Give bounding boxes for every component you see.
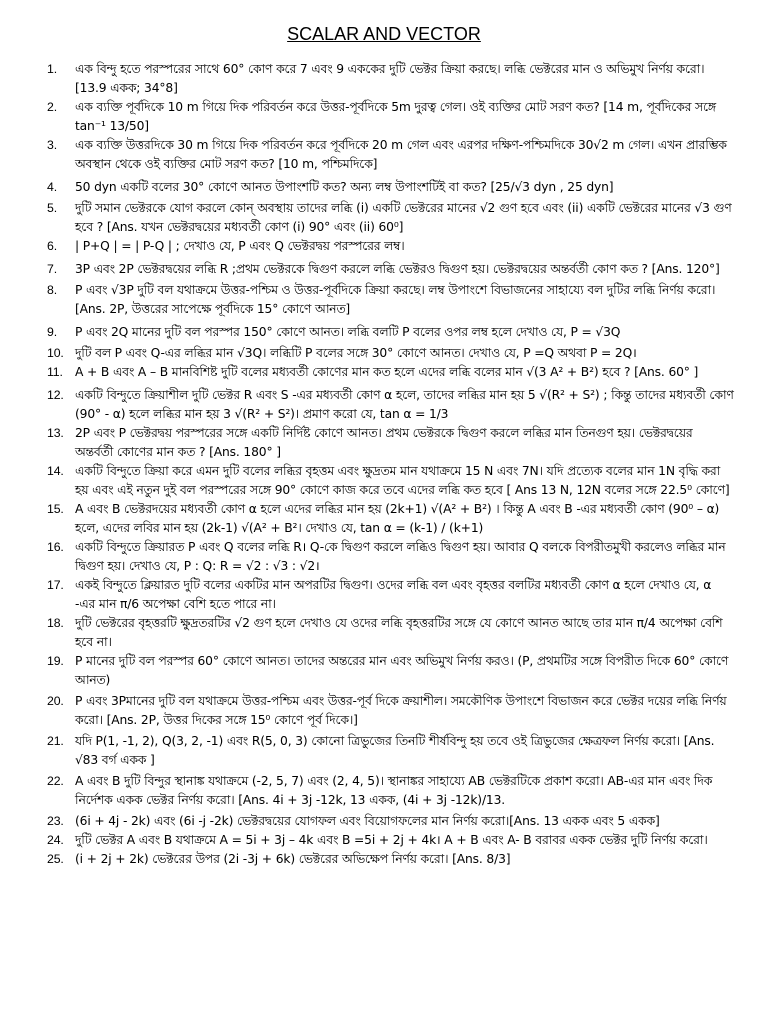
- question-item: [0, 237, 768, 256]
- question-item: [0, 199, 768, 237]
- question-item: [0, 344, 768, 363]
- question-item: [0, 812, 768, 831]
- question-item: [0, 831, 768, 850]
- question-number: 11.: [47, 365, 63, 379]
- question-number: 19.: [47, 654, 64, 668]
- question-item: [0, 462, 768, 500]
- question-item: [0, 652, 768, 690]
- question-number: 14.: [47, 464, 64, 478]
- question-text: P এবং √3P দুটি বল যথাক্রমে উত্তর-পশ্চিম ও উত্তর-পূর্বদিকে ক্রিয়া করছে। লম্ব উপাংশে বিভাজনের সাহায্যে বল দুটির লব্ধি নির্ণয় করো। [Ans. 2P, উত্তরের সাপেক্ষে পূর্বদিকে 15° কোণে আনত]: [75, 283, 716, 316]
- question-text: একটি বিন্দুতে ক্রিয়ারত P এবং Q বলের লব্ধি R। Q-কে দ্বিগুণ করলে লব্ধিও দ্বিগুণ হয়। আবার Q বলকে বিপরীতমুখী করলেও লব্ধির মান দ্বিগুণ হয়। দেখাও যে, P : Q: R = √2 : √3 : √2।: [75, 540, 726, 573]
- question-list: [0, 60, 768, 871]
- question-number: 7.: [47, 262, 57, 276]
- question-text: P এবং 2Q মানের দুটি বল পরস্পর 150° কোণে আনত। লব্ধি বলটি P বলের ওপর লম্ব হলে দেখাও যে, P = √3Q: [75, 325, 621, 339]
- question-item: [0, 281, 768, 319]
- question-item: [0, 323, 768, 342]
- question-number: 2.: [47, 100, 57, 114]
- question-number: 23.: [47, 814, 64, 828]
- question-number: 3.: [47, 138, 57, 152]
- page-title: SCALAR AND VECTOR: [287, 24, 481, 44]
- question-text: A + B এবং A – B মানবিশিষ্ট দুটি বলের মধ্যবর্তী কোণের মান কত হলে এদের লব্ধি বলের মান √(3 A² + B²) হবে ? [Ans. 60° ]: [75, 365, 699, 379]
- question-item: [0, 576, 768, 614]
- question-item: [0, 500, 768, 538]
- question-number: 6.: [47, 239, 57, 253]
- question-text: এক ব্যক্তি পূর্বদিকে 10 m গিয়ে দিক পরিবর্তন করে উত্তর-পূর্বদিকে 5m দুরত্ব গেল। ওই ব্যক্তির মোট সরণ কত? [14 m, পূর্বদিকের সঙ্গে tan⁻¹ 13/50]: [75, 100, 716, 133]
- question-text: 3P এবং 2P ভেক্টরদ্বয়ের লব্ধি R ;প্রথম ভেক্টরকে দ্বিগুণ করলে লব্ধি ভেক্টরও দ্বিগুণ হয়। ভেক্টরদ্বয়ের অন্তর্বর্তী কোণ কত ? [Ans. 120°]: [75, 262, 720, 276]
- question-text: A এবং B দুটি বিন্দুর স্থানাঙ্ক যথাক্রমে (-2, 5, 7) এবং (2, 4, 5)। স্থানাঙ্কর সাহায্যে AB ভেক্টরটিকে প্রকাশ করো। AB-এর মান এবং দিক নির্দেশক একক ভেক্টর নির্ণয় করো। [Ans. 4i + 3j -12k, 13 একক, (4i + 3j -12k)/13.: [75, 774, 713, 807]
- question-number: 24.: [47, 833, 64, 847]
- question-text: 50 dyn একটি বলের 30° কোণে আনত উপাংশটি কত? অন্য লম্ব উপাংশটিই বা কত? [25/√3 dyn , 25 dyn]: [75, 180, 614, 194]
- question-item: [0, 424, 768, 462]
- question-text: P এবং 3Pমানের দুটি বল যথাক্রমে উত্তর-পশ্চিম এবং উত্তর-পূর্ব দিকে ক্রয়াশীল। সমকৌণিক উপাংশে বিভাজন করে ভেক্টর দয়ের লব্ধি নির্ণয় করো। [Ans. 2P, উত্তর দিকের সঙ্গে 15⁰ কোণে পূর্ব দিকে।]: [75, 694, 727, 727]
- question-item: [0, 386, 768, 424]
- question-number: 20.: [47, 694, 64, 708]
- question-text: 2P এবং P ভেক্টরদ্বয় পরস্পরের সঙ্গে একটি নির্দিষ্ট কোণে আনত। প্রথম ভেক্টরকে দ্বিগুণ করলে লব্ধির মান তিনগুণ হয়। ভেক্টরদ্বয়ের অন্তর্বর্তী কোণের মান কত ? [Ans. 180° ]: [75, 426, 693, 459]
- question-item: [0, 772, 768, 810]
- question-number: 18.: [47, 616, 64, 630]
- question-item: [0, 692, 768, 730]
- question-text: যদি P(1, -1, 2), Q(3, 2, -1) এবং R(5, 0, 3) কোনো ত্রিভুজের তিনটি শীর্ষবিন্দু হয় তবে ওই ত্রিভুজের ক্ষেত্রফল নির্ণয় করো। [Ans. √83 বর্গ একক ]: [75, 734, 715, 767]
- question-text: একটি বিন্দুতে ক্রিয়াশীল দুটি ভেক্টর R এবং S -এর মধ্যবর্তী কোণ α হলে, তাদের লব্ধির মান হয় 5 √(R² + S²) ; কিন্তু তাদের মধ্যবর্তী কোণ (90° - α) হলে লব্ধির মান হয় 3 √(R² + S²)। প্রমাণ করো যে, tan α = 1/3: [75, 388, 734, 421]
- question-number: 8.: [47, 283, 57, 297]
- question-text: একটি বিন্দুতে ক্রিয়া করে এমন দুটি বলের লব্ধির বৃহত্তম এবং ক্ষুদ্রতম মান যথাক্রমে 15 N এবং 7N। যদি প্রত্যেক বলের মান 1N বৃদ্ধি করা হয় এবং এই নতুন দুই বল পরস্পরের সঙ্গে 90° কোণে কাজ করে তবে এদের লব্ধি কত হবে [ Ans 13 N, 12N বলের সঙ্গে 22.5⁰ কোণে]: [75, 464, 730, 497]
- question-text: একই বিন্দুতে ক্লিয়ারত দুটি বলের একটির মান অপরটির দ্বিগুণ। ওদের লব্ধি বল এবং বৃহত্তর বলটির মধ্যবর্তী কোণ α হলে দেখাও যে, α -এর মান π/6 অপেক্ষা বেশি হতে পারে না।: [75, 578, 712, 611]
- question-item: [0, 732, 768, 770]
- question-item: [0, 178, 768, 197]
- question-number: 15.: [47, 502, 64, 516]
- question-text: দুটি বল P এবং Q-এর লব্ধির মান √3Q। লব্ধিটি P বলের সঙ্গে 30° কোণে আনত। দেখাও যে, P =Q অথবা P = 2Q।: [75, 346, 637, 360]
- question-text: (i + 2j + 2k) ভেক্টরের উপর (2i -3j + 6k) ভেক্টরের অভিক্ষেপ নির্ণয় করো। [Ans. 8/3]: [75, 852, 511, 866]
- question-number: 22.: [47, 774, 64, 788]
- question-text: (6i + 4j - 2k) এবং (6i -j -2k) ভেক্টরদ্বয়ের যোগফল এবং বিয়োগফলের মান নির্ণয় করো।[Ans. 13 একক এবং 5 একক]: [75, 814, 660, 828]
- question-number: 12.: [47, 388, 64, 402]
- question-text: এক বিন্দু হতে পরস্পরের সাথে 60° কোণ করে 7 এবং 9 এককের দুটি ভেক্টর ক্রিয়া করছে। লব্ধি ভেক্টরের মান ও অভিমুখ নির্ণয় করো। [13.9 একক; 34°8]: [75, 62, 705, 95]
- question-item: [0, 136, 768, 174]
- question-number: 9.: [47, 325, 57, 339]
- question-item: [0, 98, 768, 136]
- question-number: 1.: [47, 62, 57, 76]
- question-number: 10.: [47, 346, 64, 360]
- question-item: [0, 260, 768, 279]
- question-number: 16.: [47, 540, 64, 554]
- question-text: দুটি ভেক্টর A এবং B যথাক্রমে A = 5i + 3j – 4k এবং B =5i + 2j + 4k। A + B এবং A- B বরাবর একক ভেক্টর দুটি নির্ণয় করো।: [75, 833, 708, 847]
- question-text: দুটি সমান ভেক্টরকে যোগ করলে কোন্‌ অবস্থায় তাদের লব্ধি (i) একটি ভেক্টরের মানের √2 গুণ হবে এবং (ii) একটি ভেক্টরের মানের √3 গুণ হবে ? [Ans. যখন ভেক্টরদ্বয়ের মধ্যবর্তী কোণ (i) 90° এবং (ii) 60⁰]: [75, 201, 732, 234]
- question-text: A এবং B ভেক্টরদয়ের মধ্যবর্তী কোণ α হলে এদের লব্ধির মান হয় (2k+1) √(A² + B²) । কিন্তু A এবং B -এর মধ্যবর্তী কোণ (90⁰ – α) হলে, এদের লবির মান হয় (2k-1) √(A² + B²। দেখাও যে, tan α = (k-1) / (k+1): [75, 502, 720, 535]
- question-text: | P+Q | = | P-Q | ; দেখাও যে, P এবং Q ভেক্টরদ্বয় পরস্পরের লম্ব।: [75, 239, 405, 253]
- question-text: দুটি ভেক্টরের বৃহত্তরটি ক্ষুদ্রতরটির √2 গুণ হলে দেখাও যে ওদের লব্ধি বৃহত্তরটির সঙ্গে যে কোণে আনত আছে তার মান π/4 অপেক্ষা বেশি হবে না।: [75, 616, 723, 649]
- question-item: [0, 60, 768, 98]
- question-item: [0, 850, 768, 869]
- question-number: 13.: [47, 426, 64, 440]
- question-item: [0, 363, 768, 382]
- question-item: [0, 538, 768, 576]
- question-text: P মানের দুটি বল পরস্পর 60° কোণে আনত। তাদের অন্তরের মান এবং অভিমুখ নির্ণয় করও। (P, প্রথমটির সঙ্গে বিপরীত দিকে 60° কোণে আনত): [75, 654, 729, 687]
- question-item: [0, 614, 768, 652]
- question-number: 17.: [47, 578, 64, 592]
- question-number: 4.: [47, 180, 57, 194]
- question-number: 25.: [47, 852, 64, 866]
- question-number: 5.: [47, 201, 57, 215]
- question-text: এক ব্যক্তি উত্তরদিকে 30 m গিয়ে দিক পরিবর্তন করে পূর্বদিকে 20 m গেল এবং এরপর দক্ষিণ-পশ্চিমদিকে 30√2 m গেল। এখন প্রারম্ভিক অবস্থান থেকে ওই ব্যক্তির মোট সরণ কত? [10 m, পশ্চিমদিকে]: [75, 138, 727, 171]
- question-number: 21.: [47, 734, 64, 748]
